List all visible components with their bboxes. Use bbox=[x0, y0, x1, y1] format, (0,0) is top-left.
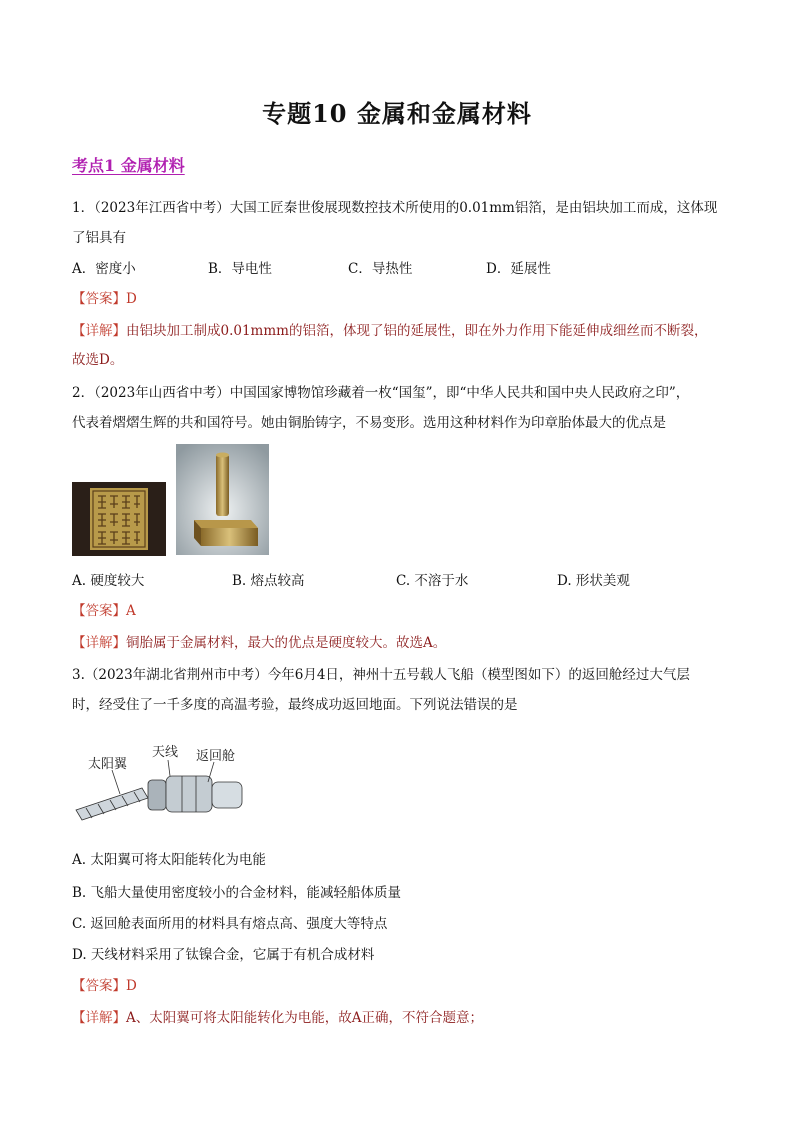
page-title: 专题10 金属和金属材料 bbox=[262, 99, 532, 128]
q3-option-b: B. 飞船大量使用密度较小的合金材料，能减轻船体质量 bbox=[72, 885, 402, 901]
q2-option-a: A. 硬度较大 bbox=[72, 573, 145, 589]
q1-stem-line1: 1．（2023年江西省中考）大国工匠秦世俊展现数控技术所使用的0.01mm铝箔，是由铝块加工而成，这体现 bbox=[72, 200, 718, 216]
answer-value: D bbox=[126, 291, 137, 307]
answer-value: D bbox=[126, 978, 137, 994]
return-capsule-label: 返回舱 bbox=[196, 749, 236, 764]
q1-detail-line2: 故选D。 bbox=[72, 352, 124, 368]
spacecraft-diagram bbox=[72, 738, 262, 826]
answer-label: 【答案】 bbox=[72, 603, 126, 619]
q3-option-c: C. 返回舱表面所用的材料具有熔点高、强度大等特点 bbox=[72, 916, 388, 932]
answer-label: 【答案】 bbox=[72, 291, 126, 307]
seal-imprint-image bbox=[72, 482, 166, 556]
q1-stem-line2: 了铝具有 bbox=[72, 230, 126, 246]
q1-option-c: C．导热性 bbox=[348, 261, 413, 277]
antenna-label: 天线 bbox=[152, 745, 179, 760]
section-heading: 考点1 金属材料 bbox=[72, 156, 185, 175]
q2-stem-line2: 代表着熠熠生辉的共和国符号。她由铜胎铸字，不易变形。选用这种材料作为印章胎体最大的优点是 bbox=[72, 415, 666, 431]
q1-option-d: D．延展性 bbox=[486, 261, 551, 277]
q3-option-a: A. 太阳翼可将太阳能转化为电能 bbox=[72, 852, 266, 868]
q2-option-c: C. 不溶于水 bbox=[396, 573, 469, 589]
q1-detail bbox=[72, 321, 707, 341]
q1-answer bbox=[72, 289, 137, 309]
detail-label: 【详解】 bbox=[72, 323, 126, 339]
q1-option-a: A．密度小 bbox=[72, 261, 136, 277]
detail-text: 铜胎属于金属材料，最大的优点是硬度较大。故选A。 bbox=[126, 635, 447, 651]
q2-option-b: B. 熔点较高 bbox=[232, 573, 305, 589]
detail-label: 【详解】 bbox=[72, 635, 126, 651]
q3-answer bbox=[72, 976, 137, 996]
detail-text: A、太阳翼可将太阳能转化为电能，故A正确，不符合题意； bbox=[126, 1010, 483, 1026]
q2-detail bbox=[72, 633, 446, 653]
q3-detail bbox=[72, 1008, 483, 1028]
detail-text: 由铝块加工制成0.01mmm的铝箔，体现了铝的延展性，即在外力作用下能延伸成细丝而不断裂， bbox=[126, 323, 708, 339]
q2-stem-line1: 2．（2023年山西省中考）中国国家博物馆珍藏着一枚“国玺”，即“中华人民共和国中央人民政府之印”， bbox=[72, 385, 690, 401]
q3-stem-line2: 时，经受住了一千多度的高温考验，最终成功返回地面。下列说法错误的是 bbox=[72, 697, 518, 713]
q1-option-b: B．导电性 bbox=[208, 261, 272, 277]
solar-wing-label: 太阳翼 bbox=[88, 757, 128, 772]
answer-label: 【答案】 bbox=[72, 978, 126, 994]
bronze-seal-photo bbox=[176, 444, 269, 555]
q2-answer bbox=[72, 601, 136, 621]
q2-option-d: D. 形状美观 bbox=[557, 573, 630, 589]
answer-value: A bbox=[126, 603, 136, 619]
detail-label: 【详解】 bbox=[72, 1010, 126, 1026]
q3-option-d: D. 天线材料采用了钛镍合金，它属于有机合成材料 bbox=[72, 947, 375, 963]
q3-stem-line1: 3.（2023年湖北省荆州市中考）今年6月4日，神州十五号载人飞船（模型图如下）的返回舱经过大气层 bbox=[72, 667, 690, 683]
